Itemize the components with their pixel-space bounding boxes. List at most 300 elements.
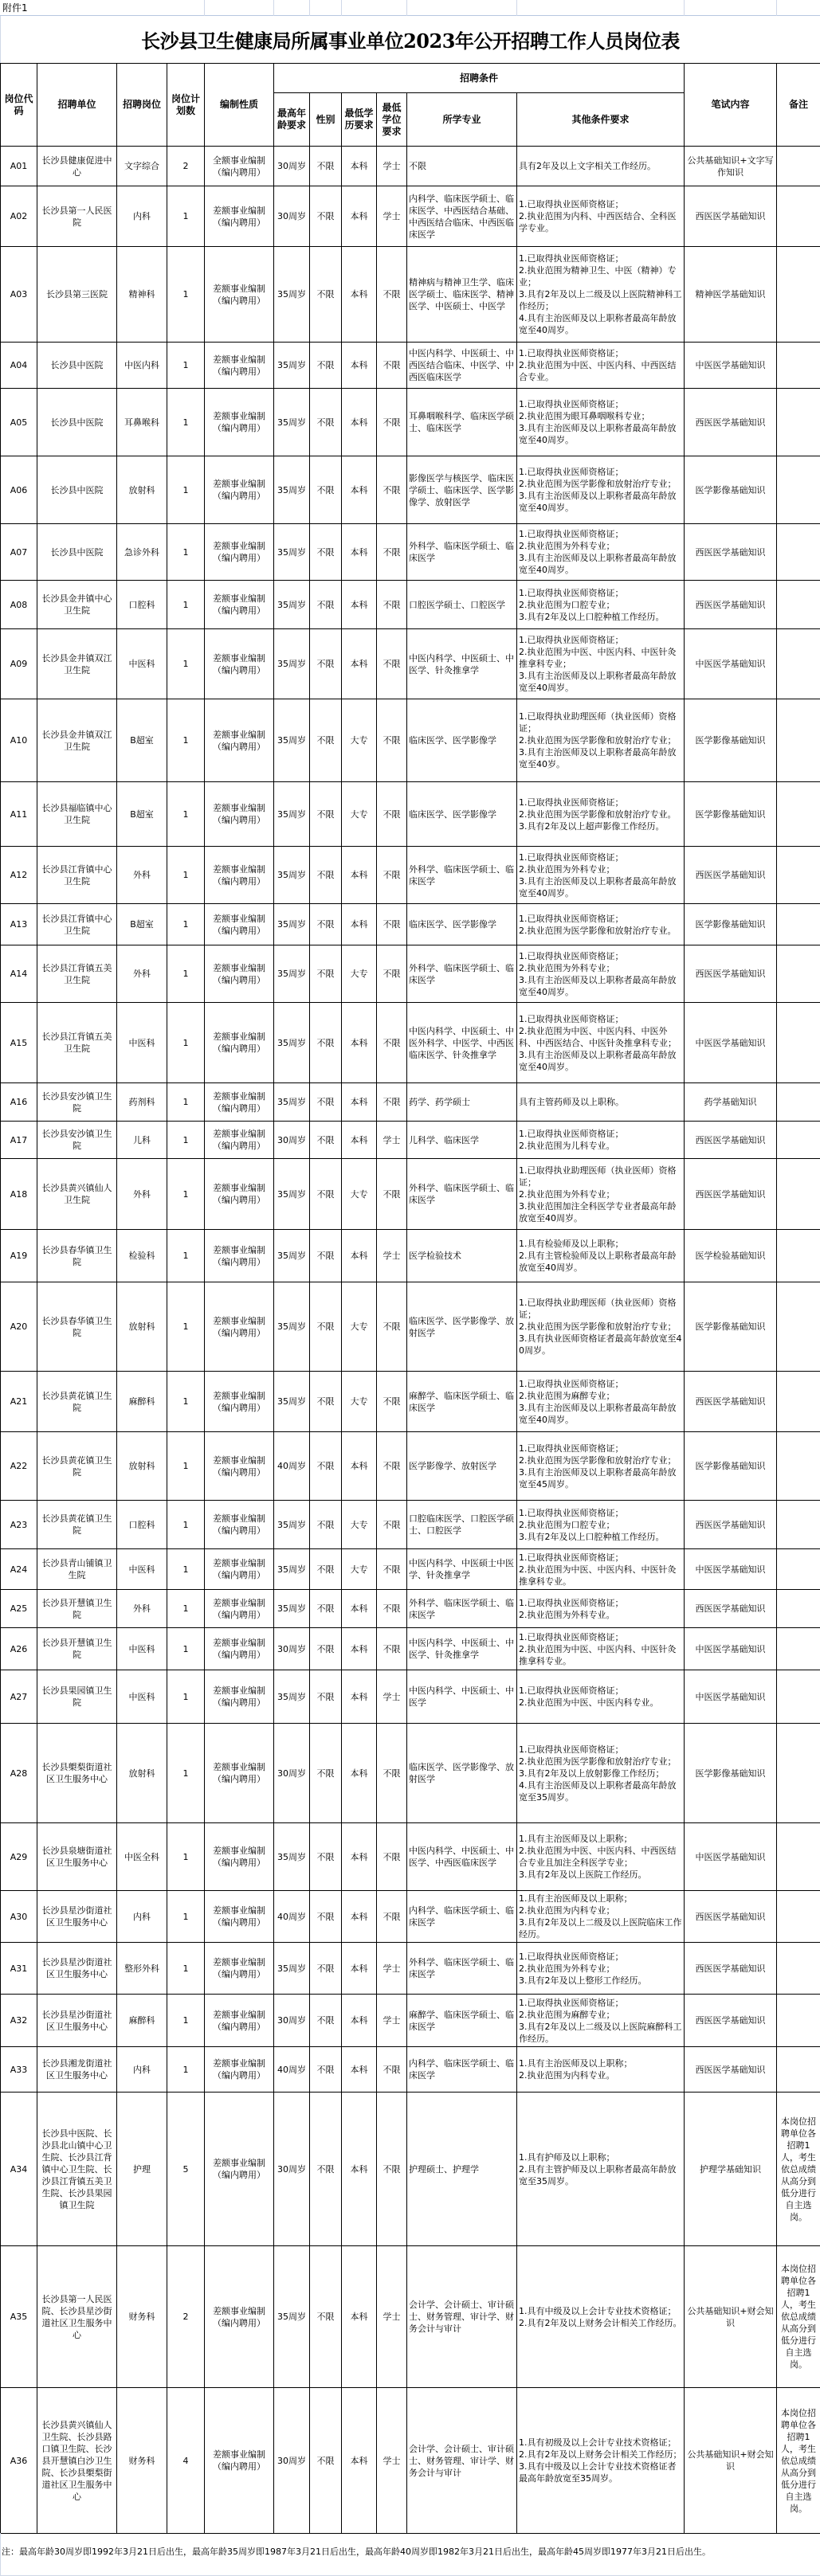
- cell-degree: 不限: [377, 782, 407, 847]
- cell-remarks: [777, 904, 820, 945]
- cell-exam: 公共基础知识+文字写作知识: [685, 147, 777, 186]
- cell-unit: 长沙县江背镇五美卫生院: [37, 1003, 117, 1083]
- cell-post: 麻醉科: [117, 1995, 167, 2047]
- cell-major: 临床医学、医学影像学: [407, 904, 517, 945]
- cell-code: A28: [1, 1724, 37, 1823]
- cell-post: 外科: [117, 1159, 167, 1230]
- cell-exam: 西医医学基础知识: [685, 1122, 777, 1159]
- cell-remarks: 本岗位招聘单位各招聘1人，考生依总成绩从高分到低分进行自主选岗。: [777, 2093, 820, 2246]
- table-row: [1, 1432, 820, 1501]
- cell-exam: 西医医学基础知识: [685, 1501, 777, 1549]
- cell-age: 35周岁: [274, 524, 310, 581]
- cell-unit: 长沙县健康促进中心: [37, 147, 117, 186]
- cell-staffing: 差额事业编制（编内聘用）: [205, 581, 274, 629]
- cell-major: 儿科学、临床医学: [407, 1122, 517, 1159]
- cell-count: 1: [167, 2047, 205, 2093]
- cell-gender: 不限: [310, 1432, 342, 1501]
- cell-age: 35周岁: [274, 1670, 310, 1724]
- cell-other: 具有主管药师及以上职称。: [517, 1083, 685, 1122]
- cell-code: A01: [1, 147, 37, 186]
- cell-gender: 不限: [310, 456, 342, 524]
- cell-age: 35周岁: [274, 1230, 310, 1282]
- cell-exam: 西医医学基础知识: [685, 1590, 777, 1628]
- cell-exam: 中医医学基础知识: [685, 1628, 777, 1670]
- table-row: [1, 629, 820, 699]
- cell-other: 1.已取得执业医师资格证； 2.执业范围为中医、中医内科、中医针灸推拿科专业； 3.具有主治医师及以上职称者最高年龄放宽至40周岁。: [517, 629, 685, 699]
- cell-education: 本科: [342, 2093, 377, 2246]
- cell-other: 1.具有护师及以上职称； 2.具有主管护师及以上职称者最高年龄放宽至35周岁。: [517, 2093, 685, 2246]
- cell-remarks: [777, 456, 820, 524]
- cell-count: 1: [167, 581, 205, 629]
- cell-degree: 不限: [377, 945, 407, 1003]
- cell-other: 1.已取得执业医师资格证； 2.执业范围为外科专业； 3.具有主治医师及以上职称者最高年龄放宽至40周岁。: [517, 945, 685, 1003]
- cell-count: 1: [167, 945, 205, 1003]
- cell-education: 本科: [342, 1003, 377, 1083]
- cell-education: 本科: [342, 1122, 377, 1159]
- cell-age: 35周岁: [274, 782, 310, 847]
- cell-code: A21: [1, 1372, 37, 1432]
- cell-age: 35周岁: [274, 1501, 310, 1549]
- table-row: [1, 147, 820, 186]
- cell-post: 中医科: [117, 1670, 167, 1724]
- header-post: 招聘岗位: [117, 64, 167, 147]
- cell-education: 大专: [342, 699, 377, 782]
- cell-post: 内科: [117, 186, 167, 247]
- cell-age: 35周岁: [274, 343, 310, 389]
- cell-major: 口腔医学硕士、口腔医学: [407, 581, 517, 629]
- cell-degree: 不限: [377, 629, 407, 699]
- cell-code: A16: [1, 1083, 37, 1122]
- cell-unit: 长沙县江背镇中心卫生院: [37, 847, 117, 904]
- table-row: [1, 581, 820, 629]
- cell-degree: 学士: [377, 1995, 407, 2047]
- cell-exam: 医学影像基础知识: [685, 1282, 777, 1372]
- cell-post: 财务科: [117, 2246, 167, 2388]
- cell-degree: 不限: [377, 1372, 407, 1432]
- header-staffing: 编制性质: [205, 64, 274, 147]
- cell-remarks: [777, 1724, 820, 1823]
- cell-unit: 长沙县安沙镇卫生院: [37, 1122, 117, 1159]
- cell-education: 本科: [342, 147, 377, 186]
- grid-line: [341, 0, 342, 16]
- cell-code: A07: [1, 524, 37, 581]
- cell-gender: 不限: [310, 1590, 342, 1628]
- cell-gender: 不限: [310, 2388, 342, 2534]
- cell-unit: 长沙县第三医院: [37, 247, 117, 343]
- cell-code: A17: [1, 1122, 37, 1159]
- table-row: [1, 1823, 820, 1891]
- cell-staffing: 差额事业编制（编内聘用）: [205, 1590, 274, 1628]
- cell-post: 中医科: [117, 1549, 167, 1590]
- cell-degree: 不限: [377, 1549, 407, 1590]
- cell-education: 本科: [342, 904, 377, 945]
- cell-other: 1.已取得执业医师资格证； 2.执业范围为外科专业； 3.具有主治医师及以上职称者最高年龄放宽至40周岁。: [517, 847, 685, 904]
- cell-exam: 西医医学基础知识: [685, 847, 777, 904]
- header-degree: 最低学位要求: [377, 93, 407, 147]
- cell-staffing: 差额事业编制（编内聘用）: [205, 1372, 274, 1432]
- cell-age: 35周岁: [274, 699, 310, 782]
- cell-education: 本科: [342, 1670, 377, 1724]
- cell-staffing: 差额事业编制（编内聘用）: [205, 1501, 274, 1549]
- cell-unit: 长沙县星沙街道社区卫生服务中心: [37, 1943, 117, 1995]
- cell-gender: 不限: [310, 1122, 342, 1159]
- cell-age: 35周岁: [274, 1549, 310, 1590]
- cell-post: B超室: [117, 782, 167, 847]
- table-row: [1, 247, 820, 343]
- cell-post: 中医科: [117, 629, 167, 699]
- cell-staffing: 全额事业编制（编内聘用）: [205, 147, 274, 186]
- cell-exam: 公共基础知识+财会知识: [685, 2388, 777, 2534]
- cell-gender: 不限: [310, 1083, 342, 1122]
- cell-code: A12: [1, 847, 37, 904]
- cell-staffing: 差额事业编制（编内聘用）: [205, 945, 274, 1003]
- cell-education: 大专: [342, 1159, 377, 1230]
- cell-gender: 不限: [310, 945, 342, 1003]
- cell-exam: 西医医学基础知识: [685, 1995, 777, 2047]
- cell-code: A08: [1, 581, 37, 629]
- cell-degree: 不限: [377, 1590, 407, 1628]
- cell-count: 1: [167, 1628, 205, 1670]
- cell-count: 1: [167, 1549, 205, 1590]
- cell-staffing: 差额事业编制（编内聘用）: [205, 699, 274, 782]
- header-education: 最低学历要求: [342, 93, 377, 147]
- cell-degree: 不限: [377, 699, 407, 782]
- cell-exam: 西医医学基础知识: [685, 945, 777, 1003]
- cell-post: 放射科: [117, 456, 167, 524]
- cell-degree: 不限: [377, 1083, 407, 1122]
- cell-age: 35周岁: [274, 1943, 310, 1995]
- cell-major: 医学影像学、放射医学: [407, 1432, 517, 1501]
- cell-code: A36: [1, 2388, 37, 2534]
- cell-education: 大专: [342, 782, 377, 847]
- cell-other: 1.已取得执业医师资格证； 2.执业范围为中医、中医内科专业。: [517, 1670, 685, 1724]
- table-row: [1, 1083, 820, 1122]
- cell-exam: 西医医学基础知识: [685, 2047, 777, 2093]
- cell-degree: 学士: [377, 186, 407, 247]
- cell-degree: 学士: [377, 1122, 407, 1159]
- cell-count: 1: [167, 1724, 205, 1823]
- cell-remarks: [777, 699, 820, 782]
- cell-unit: 长沙县金井镇双江卫生院: [37, 629, 117, 699]
- cell-education: 本科: [342, 1943, 377, 1995]
- table-row: [1, 1501, 820, 1549]
- cell-major: 外科学、临床医学硕士、临床医学: [407, 524, 517, 581]
- cell-exam: 西医医学基础知识: [685, 186, 777, 247]
- cell-age: 35周岁: [274, 456, 310, 524]
- cell-unit: 长沙县第一人民医院: [37, 186, 117, 247]
- cell-education: 大专: [342, 1501, 377, 1549]
- cell-code: A26: [1, 1628, 37, 1670]
- cell-other: 1.已取得执业助理医师（执业医师）资格证； 2.执业范围为医学影像和放射治疗专业； 3.具有主治医师及以上职称者最高年龄放宽至40岁。: [517, 699, 685, 782]
- cell-unit: 长沙县金井镇双江卫生院: [37, 699, 117, 782]
- cell-degree: 学士: [377, 2246, 407, 2388]
- cell-staffing: 差额事业编制（编内聘用）: [205, 904, 274, 945]
- cell-remarks: [777, 1159, 820, 1230]
- cell-post: 财务科: [117, 2388, 167, 2534]
- table-row: [1, 1995, 820, 2047]
- cell-degree: 学士: [377, 1230, 407, 1282]
- cell-staffing: 差额事业编制（编内聘用）: [205, 456, 274, 524]
- cell-other: 1.已取得执业医师资格证； 2.执业范围为精神卫生、中医（精神）专业； 3.具有2年及以上二级及以上医院精神科工作经历； 4.具有主治医师及以上职称者最高年龄放宽至40周岁。: [517, 247, 685, 343]
- cell-post: B超室: [117, 699, 167, 782]
- header-unit: 招聘单位: [37, 64, 117, 147]
- cell-age: 35周岁: [274, 389, 310, 456]
- cell-education: 本科: [342, 1724, 377, 1823]
- cell-code: A30: [1, 1891, 37, 1943]
- cell-age: 30周岁: [274, 1724, 310, 1823]
- cell-other: 1.已取得执业医师资格证； 2.执业范围为外科专业。: [517, 1590, 685, 1628]
- cell-code: A33: [1, 2047, 37, 2093]
- cell-exam: 公共基础知识+财会知识: [685, 2246, 777, 2388]
- cell-degree: 学士: [377, 1670, 407, 1724]
- cell-staffing: 差额事业编制（编内聘用）: [205, 389, 274, 456]
- cell-count: 2: [167, 147, 205, 186]
- cell-unit: 长沙县开慧镇卫生院: [37, 1590, 117, 1628]
- cell-major: 临床医学、医学影像学、放射医学: [407, 1282, 517, 1372]
- cell-exam: 医学影像基础知识: [685, 782, 777, 847]
- cell-age: 40周岁: [274, 1891, 310, 1943]
- cell-degree: 不限: [377, 456, 407, 524]
- cell-education: 本科: [342, 1590, 377, 1628]
- cell-remarks: [777, 1943, 820, 1995]
- cell-remarks: [777, 147, 820, 186]
- cell-remarks: [777, 2047, 820, 2093]
- cell-education: 本科: [342, 1432, 377, 1501]
- cell-post: 儿科: [117, 1122, 167, 1159]
- cell-staffing: 差额事业编制（编内聘用）: [205, 1083, 274, 1122]
- table-row: [1, 1122, 820, 1159]
- cell-code: A02: [1, 186, 37, 247]
- cell-education: 本科: [342, 1891, 377, 1943]
- cell-gender: 不限: [310, 699, 342, 782]
- cell-gender: 不限: [310, 1670, 342, 1724]
- cell-education: 大专: [342, 1282, 377, 1372]
- cell-count: 1: [167, 1590, 205, 1628]
- cell-other: 1.已取得执业医师资格证； 2.执业范围为医学影像和放射治疗专业； 3.具有2年及以上放射影像工作经历； 4.具有主治医师及以上职称者最高年龄放宽至35周岁。: [517, 1724, 685, 1823]
- cell-count: 1: [167, 1159, 205, 1230]
- cell-remarks: [777, 1891, 820, 1943]
- cell-remarks: 本岗位招聘单位各招聘1人，考生依总成绩从高分到低分进行自主选岗。: [777, 2388, 820, 2534]
- cell-staffing: 差额事业编制（编内聘用）: [205, 1432, 274, 1501]
- cell-unit: 长沙县福临镇中心卫生院: [37, 782, 117, 847]
- cell-remarks: [777, 1083, 820, 1122]
- page-title: 长沙县卫生健康局所属事业单位2023年公开招聘工作人员岗位表: [0, 16, 820, 63]
- cell-code: A14: [1, 945, 37, 1003]
- cell-other: 1.具有主治医师及以上职称； 2.执业范围为中医、中医内科、中西医结合专业且加注全科医学专业； 3.具有2年及以上医院工作经历。: [517, 1823, 685, 1891]
- cell-unit: 长沙县黄兴镇仙人卫生院: [37, 1159, 117, 1230]
- cell-unit: 长沙县江背镇中心卫生院: [37, 904, 117, 945]
- cell-unit: 长沙县黄兴镇仙人卫生院、长沙县路口镇卫生院、长沙县开慧镇白沙卫生院、长沙县㮾梨街道社区卫生服务中心: [37, 2388, 117, 2534]
- cell-staffing: 差额事业编制（编内聘用）: [205, 1891, 274, 1943]
- cell-other: 1.已取得执业助理医师（执业医师）资格证； 2.执业范围为外科专业； 3.执业范围加注全科医学专业者最高年龄放宽至40周岁。: [517, 1159, 685, 1230]
- cell-count: 1: [167, 1823, 205, 1891]
- cell-major: 麻醉学、临床医学硕士、临床医学: [407, 1995, 517, 2047]
- cell-degree: 不限: [377, 1724, 407, 1823]
- cell-remarks: [777, 1122, 820, 1159]
- table-row: [1, 1943, 820, 1995]
- cell-staffing: 差额事业编制（编内聘用）: [205, 1724, 274, 1823]
- cell-post: 内科: [117, 1891, 167, 1943]
- cell-count: 1: [167, 186, 205, 247]
- cell-exam: 药学基础知识: [685, 1083, 777, 1122]
- cell-unit: 长沙县黄花镇卫生院: [37, 1432, 117, 1501]
- table-body: [1, 147, 820, 2534]
- cell-remarks: [777, 186, 820, 247]
- cell-staffing: 差额事业编制（编内聘用）: [205, 847, 274, 904]
- cell-age: 40周岁: [274, 2047, 310, 2093]
- cell-exam: 医学影像基础知识: [685, 904, 777, 945]
- cell-staffing: 差额事业编制（编内聘用）: [205, 1122, 274, 1159]
- table-row: [1, 1159, 820, 1230]
- cell-other: 1.已取得执业医师资格证； 2.执业范围为儿科专业。: [517, 1122, 685, 1159]
- cell-degree: 不限: [377, 1823, 407, 1891]
- cell-count: 1: [167, 1372, 205, 1432]
- cell-education: 本科: [342, 629, 377, 699]
- cell-exam: 西医医学基础知识: [685, 389, 777, 456]
- cell-code: A13: [1, 904, 37, 945]
- header-major: 所学专业: [407, 93, 517, 147]
- cell-remarks: [777, 1590, 820, 1628]
- cell-unit: 长沙县果园镇卫生院: [37, 1670, 117, 1724]
- cell-remarks: [777, 629, 820, 699]
- table-row: [1, 1282, 820, 1372]
- cell-major: 临床医学、医学影像学: [407, 782, 517, 847]
- cell-count: 1: [167, 456, 205, 524]
- cell-gender: 不限: [310, 1891, 342, 1943]
- cell-degree: 不限: [377, 1003, 407, 1083]
- cell-staffing: 差额事业编制（编内聘用）: [205, 1003, 274, 1083]
- cell-remarks: [777, 1628, 820, 1670]
- cell-unit: 长沙县安沙镇卫生院: [37, 1083, 117, 1122]
- table-row: [1, 186, 820, 247]
- cell-count: 5: [167, 2093, 205, 2246]
- cell-age: 30周岁: [274, 2388, 310, 2534]
- grid-line: [204, 0, 205, 16]
- cell-education: 本科: [342, 524, 377, 581]
- cell-gender: 不限: [310, 782, 342, 847]
- cell-count: 1: [167, 847, 205, 904]
- cell-post: 内科: [117, 2047, 167, 2093]
- cell-unit: 长沙县金井镇中心卫生院: [37, 581, 117, 629]
- cell-count: 1: [167, 247, 205, 343]
- cell-count: 1: [167, 782, 205, 847]
- cell-other: 1.已取得执业医师资格证； 2.执业范围为中医、中医内科、中西医结合专业。: [517, 343, 685, 389]
- cell-count: 1: [167, 904, 205, 945]
- table-row: [1, 1003, 820, 1083]
- cell-post: 耳鼻喉科: [117, 389, 167, 456]
- cell-age: 35周岁: [274, 1590, 310, 1628]
- cell-post: 文字综合: [117, 147, 167, 186]
- cell-code: A23: [1, 1501, 37, 1549]
- cell-staffing: 差额事业编制（编内聘用）: [205, 247, 274, 343]
- table-row: [1, 945, 820, 1003]
- cell-gender: 不限: [310, 343, 342, 389]
- cell-age: 30周岁: [274, 1995, 310, 2047]
- cell-major: 会计学、会计硕士、审计硕士、财务管理、审计学、财务会计与审计: [407, 2388, 517, 2534]
- cell-major: 医学检验技术: [407, 1230, 517, 1282]
- cell-unit: 长沙县中医院: [37, 524, 117, 581]
- cell-major: 临床医学、医学影像学: [407, 699, 517, 782]
- cell-degree: 不限: [377, 343, 407, 389]
- cell-major: 临床医学、医学影像学、放射医学: [407, 1724, 517, 1823]
- cell-major: 药学、药学硕士: [407, 1083, 517, 1122]
- cell-code: A10: [1, 699, 37, 782]
- cell-major: 中医内科学、中医硕士、中医学、针灸推拿学: [407, 629, 517, 699]
- cell-count: 1: [167, 699, 205, 782]
- cell-gender: 不限: [310, 1823, 342, 1891]
- cell-age: 30周岁: [274, 147, 310, 186]
- cell-gender: 不限: [310, 186, 342, 247]
- cell-degree: 不限: [377, 1159, 407, 1230]
- cell-major: 影像医学与核医学、临床医学硕士、临床医学、医学影像学、放射医学: [407, 456, 517, 524]
- cell-age: 35周岁: [274, 1282, 310, 1372]
- cell-gender: 不限: [310, 1282, 342, 1372]
- table-row: [1, 1670, 820, 1724]
- cell-staffing: 差额事业编制（编内聘用）: [205, 782, 274, 847]
- cell-gender: 不限: [310, 1995, 342, 2047]
- cell-gender: 不限: [310, 1943, 342, 1995]
- cell-code: A03: [1, 247, 37, 343]
- cell-education: 本科: [342, 847, 377, 904]
- cell-unit: 长沙县星沙街道社区卫生服务中心: [37, 1891, 117, 1943]
- cell-exam: 医学影像基础知识: [685, 1432, 777, 1501]
- cell-post: 口腔科: [117, 1501, 167, 1549]
- table-row: [1, 782, 820, 847]
- cell-gender: 不限: [310, 629, 342, 699]
- cell-other: 1.已取得执业医师资格证； 2.执业范围为医学影像和放射治疗专业； 3.具有主治医师及以上职称者最高年龄放宽至40周岁。: [517, 456, 685, 524]
- cell-staffing: 差额事业编制（编内聘用）: [205, 629, 274, 699]
- cell-code: A05: [1, 389, 37, 456]
- cell-staffing: 差额事业编制（编内聘用）: [205, 343, 274, 389]
- cell-post: 放射科: [117, 1432, 167, 1501]
- cell-count: 1: [167, 389, 205, 456]
- cell-gender: 不限: [310, 1003, 342, 1083]
- cell-count: 2: [167, 2246, 205, 2388]
- attachment-label: 附件1: [0, 0, 820, 16]
- cell-unit: 长沙县春华镇卫生院: [37, 1230, 117, 1282]
- cell-other: 具有2年及以上文字相关工作经历。: [517, 147, 685, 186]
- table-row: [1, 699, 820, 782]
- cell-education: 大专: [342, 945, 377, 1003]
- cell-education: 本科: [342, 2388, 377, 2534]
- cell-degree: 学士: [377, 1943, 407, 1995]
- header-other: 其他条件要求: [517, 93, 685, 147]
- table-row: [1, 2388, 820, 2534]
- cell-count: 4: [167, 2388, 205, 2534]
- cell-count: 1: [167, 629, 205, 699]
- grid-line: [776, 0, 777, 16]
- cell-major: 中医内科学、中医硕士、中西医结合临床、中医学、中西医临床医学: [407, 343, 517, 389]
- cell-major: 耳鼻咽喉科学、临床医学硕士、临床医学: [407, 389, 517, 456]
- cell-degree: 不限: [377, 904, 407, 945]
- cell-age: 30周岁: [274, 2093, 310, 2246]
- cell-staffing: 差额事业编制（编内聘用）: [205, 2047, 274, 2093]
- cell-exam: 中医医学基础知识: [685, 343, 777, 389]
- cell-exam: 中医医学基础知识: [685, 1003, 777, 1083]
- cell-education: 本科: [342, 186, 377, 247]
- cell-other: 1.已取得执业医师资格证； 2.执业范围为外科专业； 3.具有2年及以上整形工作经历。: [517, 1943, 685, 1995]
- cell-exam: 西医医学基础知识: [685, 524, 777, 581]
- cell-education: 本科: [342, 1083, 377, 1122]
- cell-gender: 不限: [310, 2047, 342, 2093]
- cell-other: 1.具有检验师及以上职称； 2.具有主管检验师及以上职称者最高年龄放宽至40周岁。: [517, 1230, 685, 1282]
- cell-gender: 不限: [310, 847, 342, 904]
- cell-count: 1: [167, 1122, 205, 1159]
- cell-major: 会计学、会计硕士、审计硕士、财务管理、审计学、财务会计与审计: [407, 2246, 517, 2388]
- cell-gender: 不限: [310, 1230, 342, 1282]
- cell-code: A15: [1, 1003, 37, 1083]
- cell-post: 放射科: [117, 1282, 167, 1372]
